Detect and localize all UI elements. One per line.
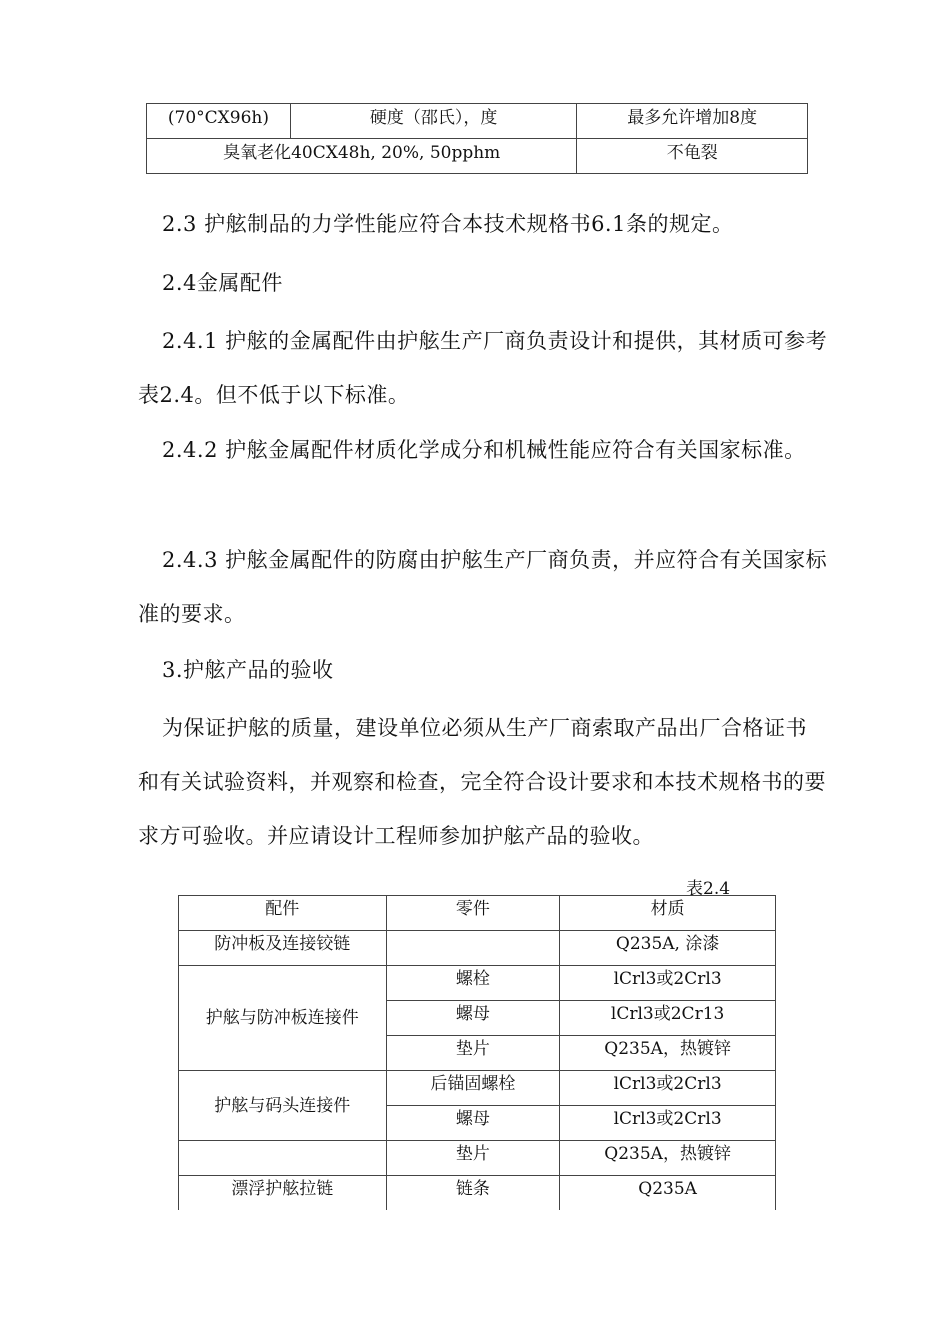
table-cell: 螺母 xyxy=(386,1106,560,1141)
table-row xyxy=(179,966,776,1001)
table-cell: 硬度（邵氏），度 xyxy=(290,104,577,139)
table-row xyxy=(179,931,776,966)
table-cell xyxy=(179,1141,387,1176)
materials-table xyxy=(178,895,776,1210)
heading-2-4: 2.4金属配件 xyxy=(162,271,283,295)
table-row xyxy=(179,1176,776,1211)
table-cell: lCrl3或2Cr13 xyxy=(560,1001,776,1036)
table-row xyxy=(147,104,808,139)
table-cell: 最多允许增加8度 xyxy=(577,104,808,139)
table-cell: 不龟裂 xyxy=(577,139,808,174)
properties-table-continued xyxy=(146,103,808,174)
paragraph-2-4-2: 2.4.2 护舷金属配件材质化学成分和机械性能应符合有关国家标准。 xyxy=(162,438,806,462)
table-cell: 护舷与防冲板连接件 xyxy=(179,966,387,1071)
table-cell: 链条 xyxy=(386,1176,560,1211)
table-cell: 后锚固螺栓 xyxy=(386,1071,560,1106)
paragraph-2-4-3: 2.4.3 护舷金属配件的防腐由护舷生产厂商负责，并应符合有关国家标准的要求。 xyxy=(138,548,828,626)
table-row xyxy=(179,1071,776,1106)
table-cell: lCrl3或2Crl3 xyxy=(560,966,776,1001)
table-cell: 臭氧老化40CX48h, 20%, 50pphm xyxy=(147,139,577,174)
table-cell: 防冲板及连接铰链 xyxy=(179,931,387,966)
header-cell: 配件 xyxy=(179,896,387,931)
table-cell: 护舷与码头连接件 xyxy=(179,1071,387,1141)
table-cell: 螺栓 xyxy=(386,966,560,1001)
table-cell: 螺母 xyxy=(386,1001,560,1036)
paragraph-2-4-1: 2.4.1 护舷的金属配件由护舷生产厂商负责设计和提供，其材质可参考表2.4。但不低于以下标准。 xyxy=(138,329,828,407)
table-cell: 漂浮护舷拉链 xyxy=(179,1176,387,1211)
table-cell: Q235A，热镀锌 xyxy=(560,1141,776,1176)
table-cell: 垫片 xyxy=(386,1036,560,1071)
header-cell: 材质 xyxy=(560,896,776,931)
paragraph-acceptance: 为保证护舷的质量，建设单位必须从生产厂商索取产品出厂合格证书和有关试验资料，并观察和检查，完全符合设计要求和本技术规格书的要求方可验收。并应请设计工程师参加护舷产品的验收。 xyxy=(138,716,826,848)
table-cell: (70°CX96h) xyxy=(147,104,291,139)
table-cell xyxy=(386,931,560,966)
table-header-row xyxy=(179,896,776,931)
header-cell: 零件 xyxy=(386,896,560,931)
table-row xyxy=(147,139,808,174)
table-cell: Q235A xyxy=(560,1176,776,1211)
table-caption: 表2.4 xyxy=(686,879,731,899)
table-cell: lCrl3或2Crl3 xyxy=(560,1106,776,1141)
table-cell: Q235A，热镀锌 xyxy=(560,1036,776,1071)
table-cell: 垫片 xyxy=(386,1141,560,1176)
heading-3: 3.护舷产品的验收 xyxy=(162,658,334,682)
paragraph-2-3: 2.3 护舷制品的力学性能应符合本技术规格书6.1条的规定。 xyxy=(162,212,734,236)
table-cell: Q235A, 涂漆 xyxy=(560,931,776,966)
table-row xyxy=(179,1141,776,1176)
table-cell: lCrl3或2Crl3 xyxy=(560,1071,776,1106)
